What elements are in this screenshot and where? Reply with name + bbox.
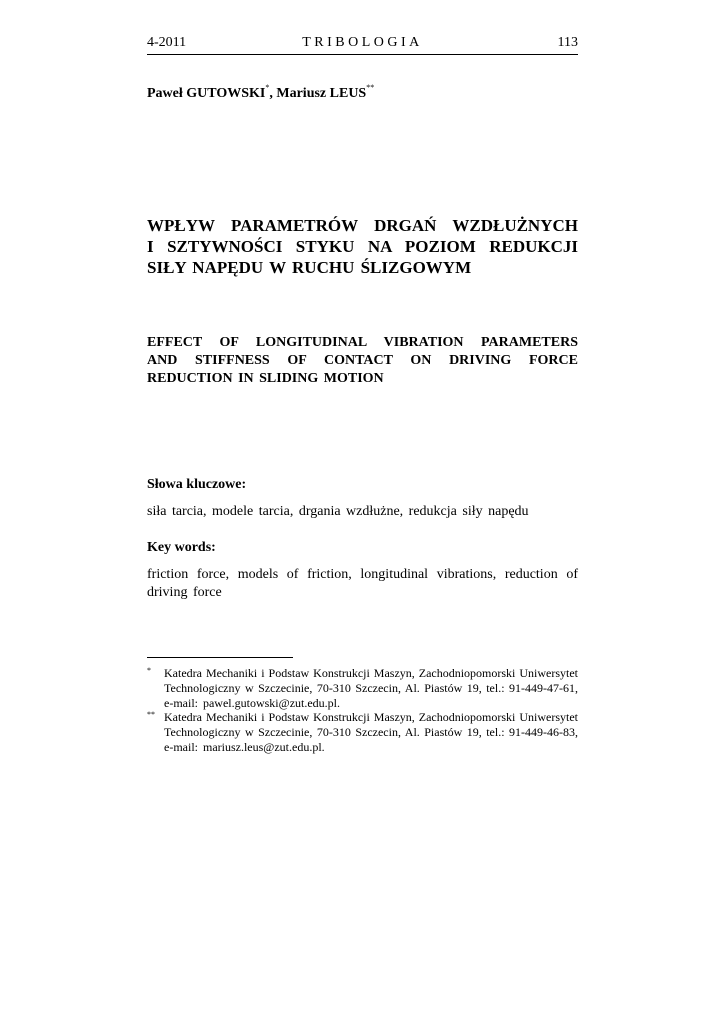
footnote-rule bbox=[147, 657, 293, 658]
footnote-mark: ** bbox=[147, 710, 155, 719]
keywords-english-text bbox=[147, 566, 578, 602]
header-rule bbox=[147, 54, 578, 55]
footnote-line: Katedra Mechaniki i Podstaw Konstrukcji Maszyn, Zachodniopomorski Uniwersytet bbox=[164, 666, 578, 680]
title-english bbox=[147, 334, 578, 388]
title-polish bbox=[147, 215, 578, 278]
journal-name: TRIBOLOGIA bbox=[302, 35, 423, 50]
keywords-polish-text bbox=[147, 503, 578, 521]
issue-number: 4-2011 bbox=[147, 35, 187, 50]
author-name: Mariusz LEUS bbox=[276, 86, 367, 101]
title-line: EFFECT OF LONGITUDINAL VIBRATION PARAMETERS bbox=[147, 335, 578, 350]
title-line: REDUCTION IN SLIDING MOTION bbox=[147, 371, 384, 386]
title-line: AND STIFFNESS OF CONTACT ON DRIVING FORCE bbox=[147, 353, 578, 368]
footnote-mark: * bbox=[147, 666, 151, 675]
footnote bbox=[147, 666, 578, 711]
footnote-line: Technologiczny w Szczecinie, 70-310 Szczecin, Al. Piastów 19, tel.: 91-449-47-61, bbox=[164, 681, 578, 695]
keywords-line: siła tarcia, modele tarcia, drgania wzdłużne, redukcja siły napędu bbox=[147, 504, 529, 519]
keywords-line: friction force, models of friction, longitudinal vibrations, reduction of bbox=[147, 567, 578, 582]
title-line: SIŁY NAPĘDU W RUCHU ŚLIZGOWYM bbox=[147, 258, 472, 277]
footnote-line: e-mail: mariusz.leus@zut.edu.pl. bbox=[164, 740, 325, 754]
footnote-line: Technologiczny w Szczecinie, 70-310 Szczecin, Al. Piastów 19, tel.: 91-449-46-83, bbox=[164, 725, 578, 739]
footnote bbox=[147, 710, 578, 755]
keywords-english-heading: Key words: bbox=[147, 540, 216, 555]
title-line: I SZTYWNOŚCI STYKU NA POZIOM REDUKCJI bbox=[147, 237, 578, 256]
title-line: WPŁYW PARAMETRÓW DRGAŃ WZDŁUŻNYCH bbox=[147, 216, 578, 235]
footnote-line: Katedra Mechaniki i Podstaw Konstrukcji Maszyn, Zachodniopomorski Uniwersytet bbox=[164, 710, 578, 724]
footnote-marker: * bbox=[265, 83, 270, 92]
footnote-line: e-mail: pawel.gutowski@zut.edu.pl. bbox=[164, 696, 341, 710]
author-separator: , bbox=[269, 86, 277, 101]
keywords-polish-heading: Słowa kluczowe: bbox=[147, 477, 247, 492]
keywords-line: driving force bbox=[147, 585, 222, 600]
paper-page bbox=[147, 0, 578, 1024]
page-number: 113 bbox=[557, 35, 578, 50]
running-header bbox=[147, 35, 578, 55]
author-line bbox=[147, 83, 375, 102]
author-name: Paweł GUTOWSKI bbox=[147, 86, 266, 101]
footnote-marker: ** bbox=[366, 83, 375, 92]
